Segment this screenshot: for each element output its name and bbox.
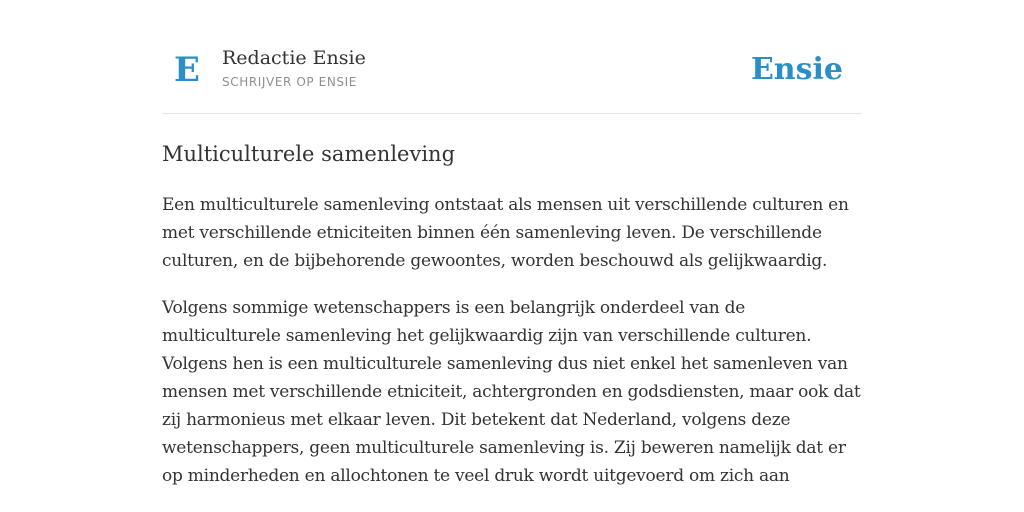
article-title: Multiculturele samenleving — [162, 142, 456, 166]
article-paragraph-2: Volgens sommige wetenschappers is een belangrijk onderdeel van de multiculturele samenleving het gelijkwaardig zijn van verschillende culturen. Volgens hen is een multiculturele samenleving dus niet enkel het samenleven van mensen met verschillende etniciteit, achtergronden en godsdiensten, maar ook dat zij harmonieus met elkaar leven. Dit betekent dat Nederland, volgens deze wetenschappers, geen multiculturele samenleving is. Zij beweren namelijk dat er op minderheden en allochtonen te veel druk wordt uitgevoerd om zich aan — [162, 298, 861, 486]
author-header — [162, 0, 862, 114]
author-avatar[interactable]: E — [174, 50, 200, 90]
article-container — [162, 0, 862, 490]
article-paragraph-1: Een multiculturele samenleving ontstaat als mensen uit verschillende culturen en met verschillende etniciteiten binnen één samenleving leven. De verschillende culturen, en de bijbehorende gewoontes, worden beschouwd als gelijkwaardig. — [162, 195, 849, 271]
ensie-logo[interactable]: Ensie — [750, 52, 843, 87]
author-name[interactable]: Redactie Ensie — [222, 47, 366, 69]
author-role: SCHRIJVER OP ENSIE — [222, 75, 357, 89]
